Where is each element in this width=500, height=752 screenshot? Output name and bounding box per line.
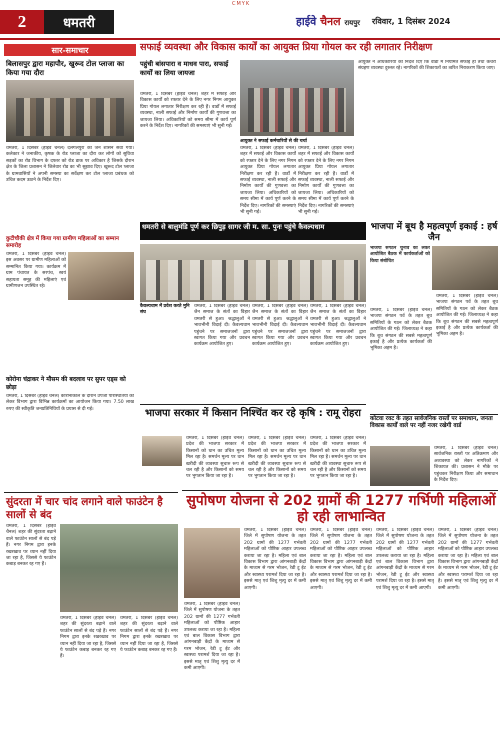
bottom-body-4: धमतरी, 1 दिसंबर (हाईवे चैनल) जिले में सुपोषण योजना के तहत 202 ग्रामों की 1277 गर्भवती महिलाओं को पौष्टिक आहार उपलब्ध कराया जा रहा है। महिला एवं बाल विकास विभाग द्वारा आंगनबाड़ी केंद्रों के माध्यम से गरम भोजन, रेडी टू ईट और स्वास्थ्य परामर्श दिया जा रहा है। इससे मातृ एवं शिशु मृत्यु दर में कमी आएगी। xyxy=(376,528,434,591)
brand-left: हाईवे xyxy=(296,15,317,28)
bottom-body-1: धमतरी, 1 दिसंबर (हाईवे चैनल) जिले में सुपोषण योजना के तहत 202 ग्रामों की 1277 गर्भवती महिलाओं को पौष्टिक आहार उपलब्ध कराया जा रहा है। महिला एवं बाल विकास विभाग द्वारा आंगनबाड़ी केंद्रों के माध्यम से गरम भोजन, रेडी टू ईट और स्वास्थ्य परामर्श दिया जा रहा है। इससे मातृ एवं शिशु मृत्यु दर में कमी आएगी। xyxy=(184,602,240,672)
bottom-body-2: धमतरी, 1 दिसंबर (हाईवे चैनल) जिले में सुपोषण योजना के तहत 202 ग्रामों की 1277 गर्भवती महिलाओं को पौष्टिक आहार उपलब्ध कराया जा रहा है। महिला एवं बाल विकास विभाग द्वारा आंगनबाड़ी केंद्रों के माध्यम से गरम भोजन, रेडी टू ईट और स्वास्थ्य परामर्श दिया जा रहा है। इससे मातृ एवं शिशु मृत्यु दर में कमी आएगी। xyxy=(244,528,306,591)
right-headline: भाजपा में बूथ है महत्वपूर्ण इकाई : हर्ष जैन xyxy=(370,222,498,243)
bjp-portrait xyxy=(142,436,182,466)
bottom-photo xyxy=(184,528,240,598)
second-photo xyxy=(140,244,366,302)
brief4-body: धमतरी, 1 दिसंबर (हाईवे चैनल) शहर की सुंदरता बढ़ाने वाले फाउंटेन सालों से बंद पड़े हैं। नगर निगम द्वारा इनके रखरखाव पर ध्यान नहीं दिया जा रहा है, जिससे ये फाउंटेन कबाड़ बनकर रह गए हैं। xyxy=(6,524,56,568)
bottom-headline: सुपोषण योजना से 202 ग्रामों की 1277 गर्भिणी महिलाओं हो रही लाभान्वित xyxy=(186,493,496,525)
lead-body-2: धमतरी, 1 दिसंबर (हाईवे चैनल) शहर में सफाई और विकास कार्यों को रफ्तार देने के लिए नगर निगम आयुक्त प्रिया गोयल लगातार निरीक्षण कर रही हैं। वार्डों में सफाई व्यवस्था, नाली सफाई और निर्माण कार्यों की गुणवत्ता का जायजा लिया। अधिकारियों को समय सीमा में कार्य पूर्ण करने के निर्देश दिए। नागरिकों की समस्याएं भी सुनी गईं। xyxy=(240,146,296,216)
fountain-photo xyxy=(60,524,178,612)
page-name: धमतरी xyxy=(44,10,114,34)
brief4-body-3: धमतरी, 1 दिसंबर (हाईवे चैनल) शहर की सुंदरता बढ़ाने वाले फाउंटेन सालों से बंद पड़े हैं। नगर निगम द्वारा इनके रखरखाव पर ध्यान नहीं दिया जा रहा है, जिससे ये फाउंटेन कबाड़ बनकर रह गए हैं। xyxy=(120,616,178,654)
lead-caption: आयुक्त ने सफाई कर्मचारियों से की चर्चा xyxy=(240,139,307,144)
right-body: धमतरी, 1 दिसंबर (हाईवे चैनल) भाजपा संगठन पर्व के तहत बूथ समितियों के गठन को लेकर बैठक आयोजित की गई। जिलाध्यक्ष ने कहा कि बूथ संगठन की सबसे महत्वपूर्ण इकाई है और प्रत्येक कार्यकर्ता की भूमिका अहम है। xyxy=(370,308,432,352)
lead-right-col: आयुक्त ने अधिकारियों को निर्देश दिए कि वार्डों में नियमित सफाई हो तथा कचरा संग्रहण व्यवस्था दुरुस्त रहे। नागरिकों की शिकायतों का त्वरित निराकरण किया जाए। xyxy=(358,60,496,72)
issue-date: रविवार, 1 दिसंबर 2024 xyxy=(372,17,451,26)
brief3-title: कोरोना चंद्राकर ने मौसम की बदलाव पर सुपर एड्स को छोड़ा xyxy=(6,376,126,391)
brief3-body: धमतरी, 1 दिसंबर (हाईवे चैनल) कोरोनाकाल के दौरान उपजी परिस्थितियों को लेकर विभाग द्वारा विभिन्न कार्यक्रमों का आयोजन किया गया। 7.50 लाख रुपए की स्वीकृति जनप्रतिनिधियों के प्रयास से दी गई। xyxy=(6,394,134,412)
divider-3 xyxy=(370,414,498,415)
second-headline: धमतरी से बालुमंडि पूर्ण कर छिपुड़ सागर जी म. सा. पुनः पहुंचे कैवल्यधाम xyxy=(142,223,325,231)
brief1-title: बिलासपुर द्वारा महापौर, खुरूद टोल प्लाजा का किया गया दौरा xyxy=(6,60,125,77)
bottom-body-5: धमतरी, 1 दिसंबर (हाईवे चैनल) जिले में सुपोषण योजना के तहत 202 ग्रामों की 1277 गर्भवती महिलाओं को पौष्टिक आहार उपलब्ध कराया जा रहा है। महिला एवं बाल विकास विभाग द्वारा आंगनबाड़ी केंद्रों के माध्यम से गरम भोजन, रेडी टू ईट और स्वास्थ्य परामर्श दिया जा रहा है। इससे मातृ एवं शिशु मृत्यु दर में कमी आएगी। xyxy=(438,528,498,591)
divider xyxy=(4,492,178,493)
brief1-body: धमतरी, 1 दिसंबर (हाईवे चैनल) दलगलपुरा की जन शासन सेवा गया। कलेक्टर ने जनाकीय, कृषक के रोड प्लाजा का दौरा कर लोगों को सुविधा सड़कों का रोड विभाग के दफ्तर को रोड डाक पर अधिकार है जिसके दौरान क्षेत्र के जिला प्रशासन ने जिलेवार रोड का भी सुझाव दिए। खुरूद टोल प्लाजा के ग्रामवासियों ने अपनी समस्या का सर्वेक्षण कर टोल प्लाजा प्रबंधक को उचित कदम उठाने के निर्देश दिए। xyxy=(6,146,134,184)
crowd-shape xyxy=(16,98,124,136)
brand-right: चैनल xyxy=(320,15,341,28)
brand-suffix: रायपुर xyxy=(344,18,361,27)
brief2-photo xyxy=(68,252,134,300)
right-kicker: भाजपा संगठन चुनाव को लेकर आयोजित बैठक में कार्यकर्ताओं को किया संबोधित xyxy=(370,246,430,264)
section-label: सार-समाचार xyxy=(4,44,136,56)
procession-shape xyxy=(146,260,360,300)
divider-2 xyxy=(140,404,366,405)
kotwa-photo xyxy=(370,446,430,486)
kotwa-headline: कोटवा रवट के तहत सार्वजनिक रास्तों पर समाधान, जनता विकास कार्यों वाले पर नहीं नजर रखेगी वार्ड xyxy=(370,416,493,430)
second-body: धमतरी, 1 दिसंबर (हाईवे चैनल) जैन समाज के संतों का विहार धमतरी से हुआ। श्रद्धालुओं ने भावभीनी विदाई दी। कैवल्यधाम पहुंचने पर समाजजनों द्वारा स्वागत किया गया और प्रवचन कार्यक्रम आयोजित हुए। xyxy=(194,304,250,348)
bjp-body: धमतरी, 1 दिसंबर (हाईवे चैनल) प्रदेश की भाजपा सरकार में किसानों को धान का उचित मूल्य मिल रहा है। समर्थन मूल्य पर धान खरीदी की व्यवस्था सुचारु रूप से चल रही है और किसानों को समय पर भुगतान किया जा रहा है। xyxy=(186,436,244,480)
bjp-headline: भाजपा सरकार में किसान निश्चिंत कर रहे कृषि : रामू रोहरा xyxy=(144,408,362,419)
bjp-body-2: धमतरी, 1 दिसंबर (हाईवे चैनल) प्रदेश की भाजपा सरकार में किसानों को धान का उचित मूल्य मिल रहा है। समर्थन मूल्य पर धान खरीदी की व्यवस्था सुचारु रूप से चल रही है और किसानों को समय पर भुगतान किया जा रहा है। xyxy=(248,436,306,480)
bjp-body-3: धमतरी, 1 दिसंबर (हाईवे चैनल) प्रदेश की भाजपा सरकार में किसानों को धान का उचित मूल्य मिल रहा है। समर्थन मूल्य पर धान खरीदी की व्यवस्था सुचारु रूप से चल रही है और किसानों को समय पर भुगतान किया जा रहा है। xyxy=(310,436,366,480)
cmyk-mark: CMYK xyxy=(232,1,251,7)
brief4-body-2: धमतरी, 1 दिसंबर (हाईवे चैनल) शहर की सुंदरता बढ़ाने वाले फाउंटेन सालों से बंद पड़े हैं। नगर निगम द्वारा इनके रखरखाव पर ध्यान नहीं दिया जा रहा है, जिससे ये फाउंटेन कबाड़ बनकर रह गए हैं। xyxy=(60,616,116,660)
page-number: 2 xyxy=(0,10,44,34)
right-photo xyxy=(432,246,498,290)
lead-photo xyxy=(240,60,354,136)
brief4-title: सुंदरता में चार चांद लगाने वाले फाउंटेन है सालों से बंद xyxy=(6,496,163,521)
right-body-2: धमतरी, 1 दिसंबर (हाईवे चैनल) भाजपा संगठन पर्व के तहत बूथ समितियों के गठन को लेकर बैठक आयोजित की गई। जिलाध्यक्ष ने कहा कि बूथ संगठन की सबसे महत्वपूर्ण इकाई है और प्रत्येक कार्यकर्ता की भूमिका अहम है। xyxy=(436,294,498,338)
lead-body: धमतरी, 1 दिसंबर (हाईवे चैनल) शहर में सफाई और विकास कार्यों को रफ्तार देने के लिए नगर निगम आयुक्त प्रिया गोयल लगातार निरीक्षण कर रही हैं। वार्डों में सफाई व्यवस्था, नाली सफाई और निर्माण कार्यों की गुणवत्ता का जायजा लिया। अधिकारियों को समय सीमा में कार्य पूर्ण करने के निर्देश दिए। नागरिकों की समस्याएं भी सुनी गईं। xyxy=(140,92,236,130)
brief2-body: धमतरी, 1 दिसंबर (हाईवे चैनल) इस अवसर पर ग्रामीण महिलाओं को सम्मानित किया गया। कार्यक्रम में ग्राम पंचायत के सरपंच, स्वयं सहायता समूह की महिलाएं एवं ग्रामीणजन उपस्थित रहे। xyxy=(6,252,66,290)
second-body-3: धमतरी, 1 दिसंबर (हाईवे चैनल) जैन समाज के संतों का विहार धमतरी से हुआ। श्रद्धालुओं ने भावभीनी विदाई दी। कैवल्यधाम पहुंचने पर समाजजनों द्वारा स्वागत किया गया और प्रवचन कार्यक्रम आयोजित हुए। xyxy=(310,304,366,348)
brief1-photo xyxy=(6,80,134,142)
kotwa-body: धमतरी, 1 दिसंबर (हाईवे चैनल) सार्वजनिक रास्तों पर अतिक्रमण और अव्यवस्था को लेकर नागरिकों ने शिकायत की। प्रशासन ने मौके पर पहुंचकर निरीक्षण किया और समाधान के निर्देश दिए। xyxy=(434,446,498,484)
brand-logo xyxy=(296,14,360,29)
lead-headline: सफाई व्यवस्था और विकास कार्यों का आयुक्त प्रिया गोयल कर रही लगातार निरीक्षण xyxy=(140,42,433,53)
second-caption: कैवल्यधाम में प्रवेश करते मुनि संघ xyxy=(140,304,190,315)
lead-body-3: धमतरी, 1 दिसंबर (हाईवे चैनल) शहर में सफाई और विकास कार्यों को रफ्तार देने के लिए नगर निगम आयुक्त प्रिया गोयल लगातार निरीक्षण कर रही हैं। वार्डों में सफाई व्यवस्था, नाली सफाई और निर्माण कार्यों की गुणवत्ता का जायजा लिया। अधिकारियों को समय सीमा में कार्य पूर्ण करने के निर्देश दिए। नागरिकों की समस्याएं भी सुनी गईं। xyxy=(298,146,354,216)
brief2-title: कुटीचौकी क्षेत्र में किया गया ग्रामीण महिलाओं का सम्मान समारोह xyxy=(6,236,119,249)
bottom-body-3: धमतरी, 1 दिसंबर (हाईवे चैनल) जिले में सुपोषण योजना के तहत 202 ग्रामों की 1277 गर्भवती महिलाओं को पौष्टिक आहार उपलब्ध कराया जा रहा है। महिला एवं बाल विकास विभाग द्वारा आंगनबाड़ी केंद्रों के माध्यम से गरम भोजन, रेडी टू ईट और स्वास्थ्य परामर्श दिया जा रहा है। इससे मातृ एवं शिशु मृत्यु दर में कमी आएगी। xyxy=(310,528,372,591)
lead-photo-crowd xyxy=(248,88,346,132)
lead-kicker: पहुंची बांसपारा व माधव पारा, सफाई कार्यों का लिया जायजा xyxy=(140,60,229,77)
second-body-2: धमतरी, 1 दिसंबर (हाईवे चैनल) जैन समाज के संतों का विहार धमतरी से हुआ। श्रद्धालुओं ने भावभीनी विदाई दी। कैवल्यधाम पहुंचने पर समाजजनों द्वारा स्वागत किया गया और प्रवचन कार्यक्रम आयोजित हुए। xyxy=(252,304,308,348)
divider-4 xyxy=(182,490,498,491)
